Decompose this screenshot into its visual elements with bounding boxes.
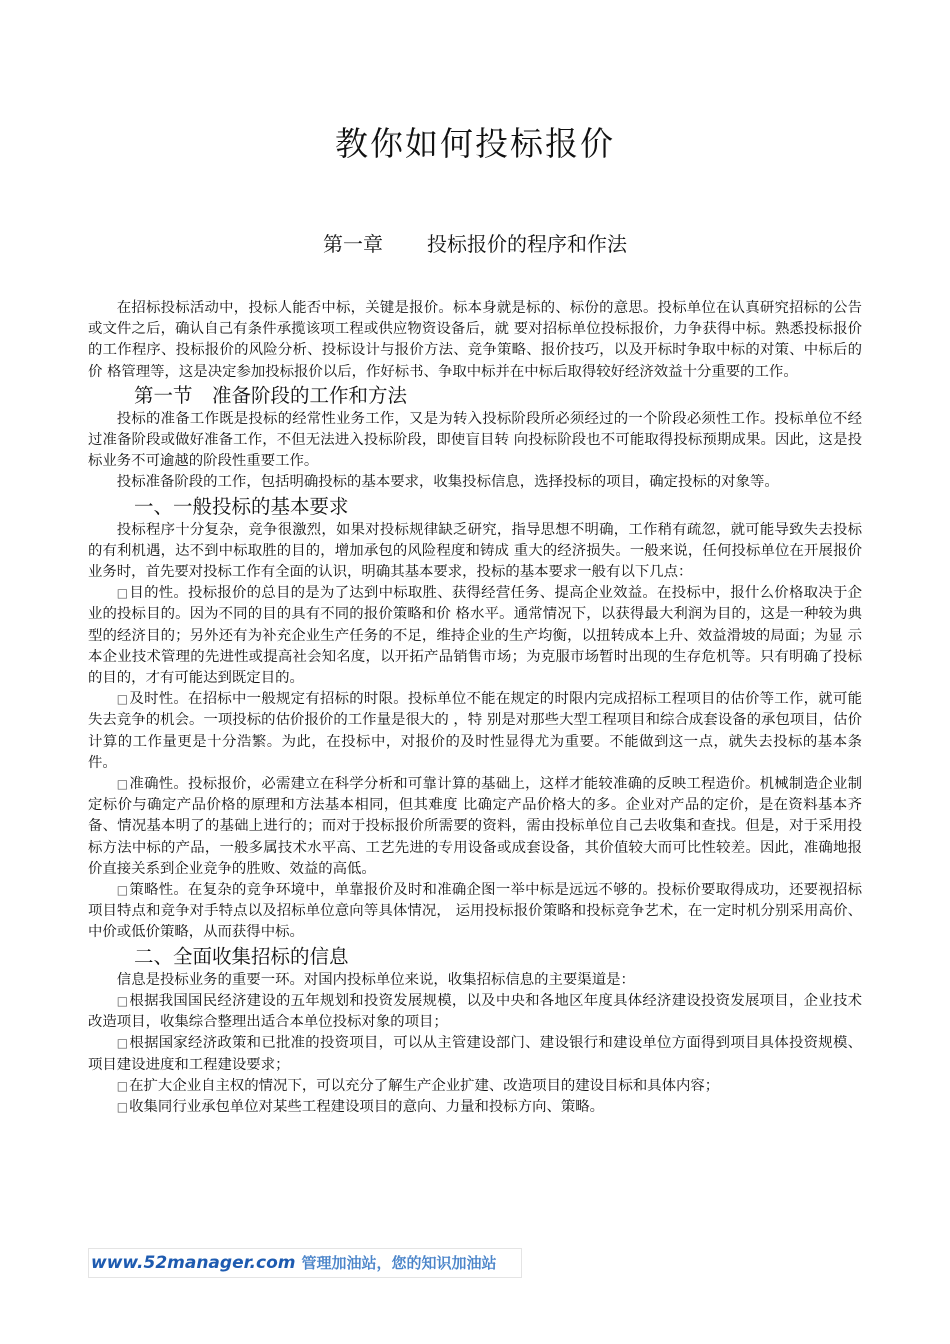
subsection-heading: 二、全面收集招标的信息	[134, 944, 349, 968]
footer-url-link[interactable]: www.52manager.com	[91, 1253, 296, 1273]
section-paragraph: 投标准备阶段的工作，包括明确投标的基本要求，收集投标信息，选择投标的项目，确定投标的对象等。	[116, 474, 779, 491]
channel-item: □ 根据我国国民经济建设的五年规划和投资发展规模，以及中央和各地区年度具体经济建设投资发展项目，企业技术改造项目，收集综合整理出适合本单位投标对象的项目；	[88, 991, 862, 1033]
chapter-heading	[0, 228, 950, 257]
chapter-number: 第一章	[323, 232, 383, 256]
requirement-item: □ 准确性。投标报价，必需建立在科学分析和可靠计算的基础上，这样才能较准确的反映工程造价。机械制造企业制定标价与确定产品价格的原理和方法基本相同，但其难度 比确定产品价格大的多。企业对产品的定价，是在资料基本齐备、情况基本明了的基础上进行的；而对于投标报价所需要的资料，需由投标单位自己去收集和查找。但是，对于采用投 标方法中标的产品，一般多属技术水平高、工艺先进的专用设备或成套设备，其价值较大而可比性较差。因此，准确地报价直接关系到企业竞争的胜败、效益的高低。	[88, 774, 862, 880]
section-paragraph: 投标的准备工作既是投标的经常性业务工作，又是为转入投标阶段所必须经过的一个阶段必须性工作。投标单位不经过准备阶段或做好准备工作，不但无法进入投标阶段，即使盲目转 向投标阶段也不可能取得投标预期成果。因此，这是投标业务不可逾越的阶段性重要工作。	[88, 410, 862, 470]
document-title: 教你如何投标报价	[335, 124, 615, 163]
subsection-heading: 一、一般投标的基本要求	[134, 494, 349, 518]
requirement-item: □ 策略性。在复杂的竞争环境中，单靠报价及时和准确企图一举中标是远远不够的。投标价要取得成功，还要视招标项目特点和竞争对手特点以及招标单位意向等具体情况， 运用投标报价策略和投标竞争艺术，在一定时机分别采用高价、中价或低价策略，从而获得中标。	[88, 880, 862, 944]
footer-slogan: 管理加油站，您的知识加油站	[301, 1254, 497, 1272]
requirement-item: □ 目的性。投标报价的总目的是为了达到中标取胜、获得经营任务、提高企业效益。在投标中，报什么价格取决于企业的投标目的。因为不同的目的具有不同的报价策略和价 格水平。通常情况下，以获得最大利润为目的，这是一种较为典型的经济目的；另外还有为补充企业生产任务的不足，维持企业的生产均衡，以扭转成本上升、效益滑坡的局面；为显 示本企业技术管理的先进性或提高社会知名度，以开拓产品销售市场；为克服市场暂时出现的生存危机等。只有明确了投标的目的，才有可能达到既定目的。	[88, 583, 862, 689]
channel-item: □ 根据国家经济政策和已批准的投资项目，可以从主管建设部门、建设银行和建设单位方面得到项目具体投资规模、项目建设进度和工程建设要求；	[88, 1033, 862, 1075]
intro-paragraph: 在招标投标活动中，投标人能否中标，关键是报价。标本身就是标的、标份的意思。投标单位在认真研究招标的公告或文件之后，确认自己有条件承揽该项工程或供应物资设备后，就 要对招标单位投标报价，力争获得中标。熟悉投标报价的工作程序、投标报价的风险分析、投标设计与报价方法、竞争策略、报价技巧，以及开标时争取中标的对策、中标后的价 格管理等，这是决定参加投标报价以后，作好标书、争取中标并在中标后取得较好经济效益十分重要的工作。	[88, 300, 862, 380]
subsection-paragraph: 信息是投标业务的重要一环。对国内投标单位来说，收集招标信息的主要渠道是：	[116, 971, 635, 988]
footer-banner[interactable]	[88, 1248, 522, 1278]
chapter-title: 投标报价的程序和作法	[427, 232, 627, 256]
section-heading: 第一节 准备阶段的工作和方法	[134, 383, 408, 407]
requirement-item: □ 及时性。在招标中一般规定有招标的时限。投标单位不能在规定的时限内完成招标工程项目的估价等工作，就可能失去竞争的机会。一项投标的估价报价的工作量是很大的 ，特 别是对那些大型工程项目和综合成套设备的承包项目，估价计算的工作量更是十分浩繁。为此，在投标中，对报价的及时性显得尤为重要。不能做到这一点，就失去投标的基本条件。	[88, 689, 862, 774]
document-body	[88, 298, 862, 1118]
subsection-paragraph: 投标程序十分复杂，竞争很激烈，如果对投标规律缺乏研究，指导思想不明确，工作稍有疏忽，就可能导致失去投标的有利机遇，达不到中标取胜的目的，增加承包的风险程度和铸成 重大的经济损失。一般来说，任何投标单位在开展报价业务时，首先要对投标工作有全面的认识，明确其基本要求，投标的基本要求一般有以下几点：	[88, 521, 862, 581]
channel-item: □ 收集同行业承包单位对某些工程建设项目的意向、力量和投标方向、策略。	[88, 1097, 862, 1118]
channel-item: □ 在扩大企业自主权的情况下，可以充分了解生产企业扩建、改造项目的建设目标和具体内容；	[88, 1076, 862, 1097]
